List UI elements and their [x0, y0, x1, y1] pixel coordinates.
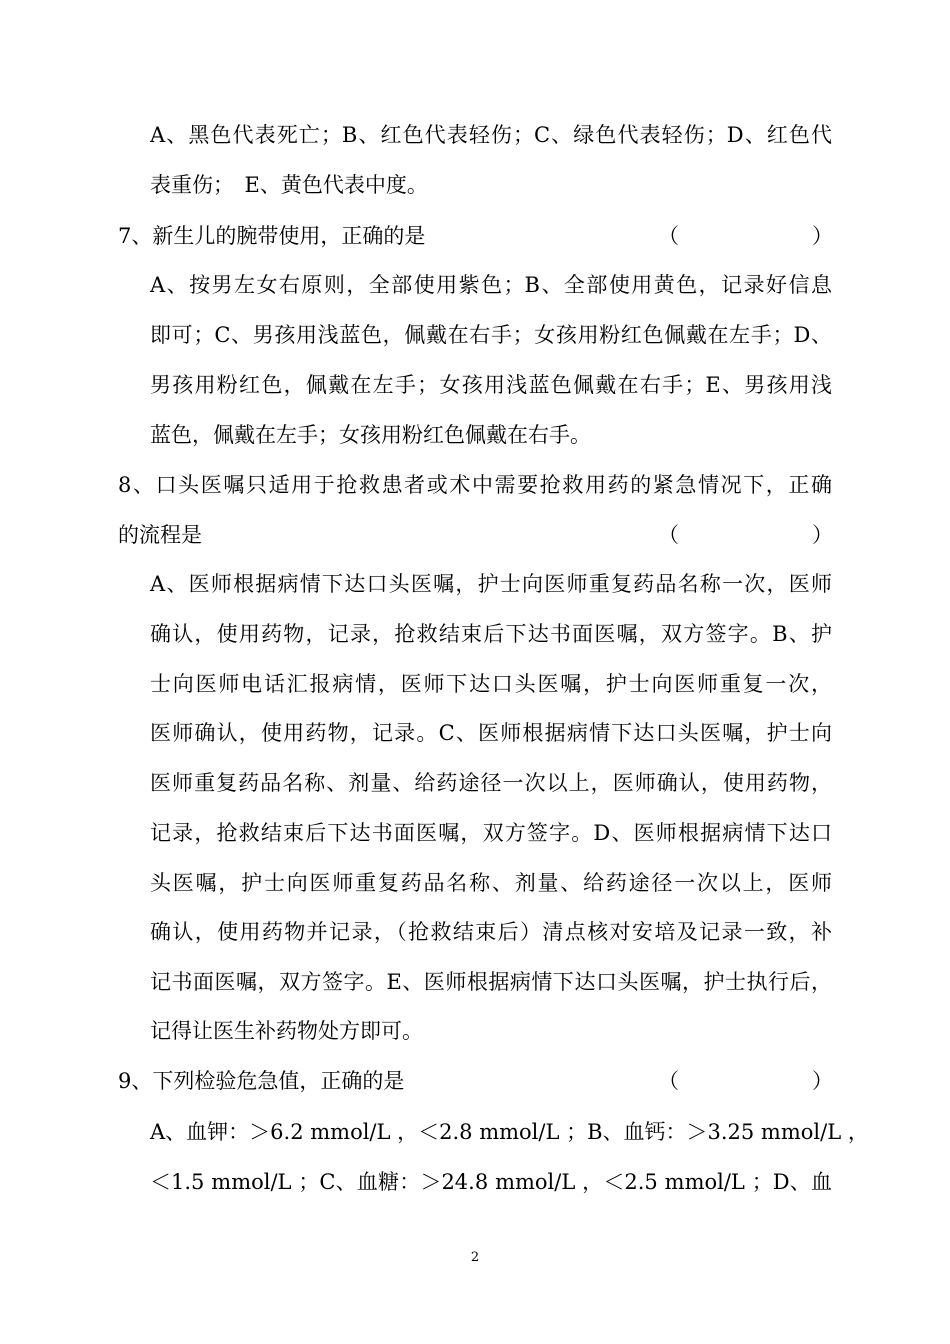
- q8-answer-paren-open: （: [658, 523, 679, 547]
- q7-option-line-3: 男孩用粉红色，佩戴在左手；女孩用浅蓝色佩戴在右手；E、男孩用浅: [150, 373, 832, 397]
- q8-option-line-2: 确认，使用药物，记录，抢救结束后下达书面医嘱，双方签字。B、护: [150, 622, 832, 646]
- q8-option-line-7: 头医嘱，护士向医师重复药品名称、剂量、给药途径一次以上，医师: [150, 871, 832, 895]
- q8-option-line-4: 医师确认，使用药物，记录。C、医师根据病情下达口头医嘱，护士向: [150, 721, 832, 745]
- q6-options-line-1: A、黑色代表死亡；B、红色代表轻伤；C、绿色代表轻伤；D、红色代: [150, 123, 832, 147]
- q8-option-line-6: 记录，抢救结束后下达书面医嘱，双方签字。D、医师根据病情下达口: [150, 821, 832, 845]
- q7-option-line-2: 即可；C、男孩用浅蓝色，佩戴在右手；女孩用粉红色佩戴在左手；D、: [150, 323, 832, 347]
- q8-stem-line-1: 8、口头医嘱只适用于抢救患者或术中需要抢救用药的紧急情况下，正确: [118, 473, 832, 497]
- page-number: 2: [470, 1250, 480, 1265]
- q8-option-line-1: A、医师根据病情下达口头医嘱，护士向医师重复药品名称一次，医师: [150, 572, 832, 596]
- q8-answer-paren-close: ）: [812, 523, 833, 547]
- q9-options-line-2: ＜1.5 mmol/L ；C、血糖：＞24.8 mmol/L ，＜2.5 mmol/L ；D、血: [150, 1170, 832, 1194]
- q8-stem-line-2: 的流程是: [118, 523, 202, 547]
- q6-options-line-2: 表重伤； E、黄色代表中度。: [150, 173, 428, 197]
- q7-option-line-4: 蓝色，佩戴在左手；女孩用粉红色佩戴在右手。: [150, 423, 591, 447]
- q8-option-line-8: 确认，使用药物并记录，（抢救结束后）清点核对安培及记录一致，补: [150, 920, 832, 944]
- q8-option-line-10: 记得让医生补药物处方即可。: [150, 1019, 423, 1043]
- q7-stem: 7、新生儿的腕带使用，正确的是: [118, 224, 426, 248]
- q9-stem: 9、下列检验危急值，正确的是: [118, 1069, 405, 1093]
- q9-options-line-1: A、血钾：＞6.2 mmol/L ，＜2.8 mmol/L ；B、血钙：＞3.25 mmol/L ，: [150, 1120, 869, 1144]
- q9-answer-paren-close: ）: [812, 1069, 833, 1093]
- q8-option-line-3: 士向医师电话汇报病情，医师下达口头医嘱，护士向医师重复一次，: [150, 672, 832, 696]
- q7-option-line-1: A、按男左女右原则，全部使用紫色；B、全部使用黄色，记录好信息: [150, 273, 832, 297]
- q7-answer-paren-open: （: [658, 224, 679, 248]
- q9-answer-paren-open: （: [658, 1069, 679, 1093]
- q8-option-line-9: 记书面医嘱，双方签字。E、医师根据病情下达口头医嘱，护士执行后，: [150, 970, 832, 994]
- q8-option-line-5: 医师重复药品名称、剂量、给药途径一次以上，医师确认，使用药物，: [150, 771, 832, 795]
- q7-answer-paren-close: ）: [812, 224, 833, 248]
